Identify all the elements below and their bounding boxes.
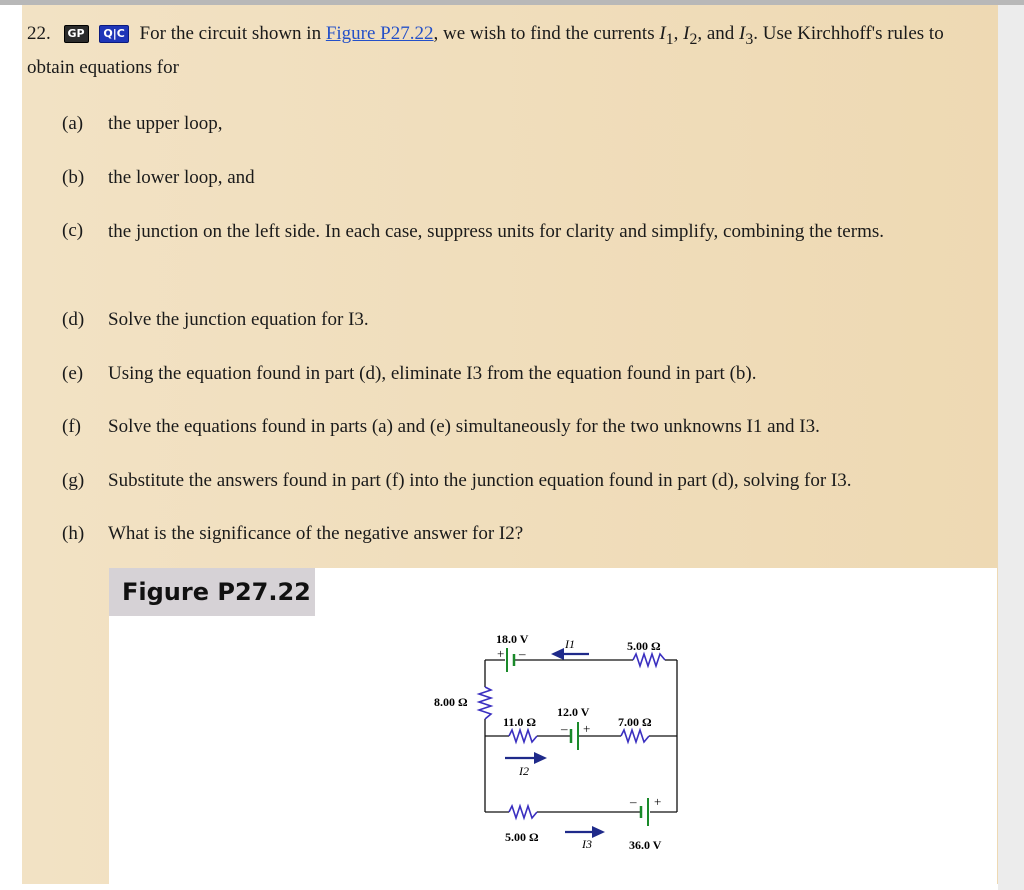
part-text: Using the equation found in part (d), eliminate I3 from the equation found in part (b). [108, 362, 757, 384]
battery-mid-minus: – [561, 721, 568, 736]
part-letter: (e) [62, 362, 84, 384]
part-letter: (c) [62, 220, 84, 241]
res-mid-left-label: 11.0 Ω [503, 715, 536, 729]
question-intro: 22. GP Q|C For the circuit shown in Figure P27.22, we wish to find the currents $I_1$, $I_2$, and $I_3$. Use Kirchhoff's rules to obtain equations for [27, 23, 944, 78]
part-letter: (a) [62, 113, 84, 134]
part-letter: (h) [62, 523, 85, 544]
part-text: the junction on the left side. In each case, suppress units for clarity and simplify, combining the terms. [108, 221, 884, 242]
battery-bottom [641, 798, 648, 826]
res-left-label: 8.00 Ω [434, 695, 468, 709]
part-b [62, 162, 982, 216]
question-number: 22. [27, 23, 51, 44]
intro-text-pre: For the circuit shown in [139, 23, 326, 44]
resistor-bottom [509, 806, 537, 818]
part-f [62, 411, 982, 465]
res-mid-right-label: 7.00 Ω [618, 715, 652, 729]
part-text: What is the significance of the negative answer for I2? [108, 523, 524, 544]
resistor-top-right [633, 654, 665, 666]
resistor-mid-right [621, 730, 649, 742]
gp-badge: GP [64, 25, 89, 43]
part-text: Solve the equations found in parts (a) and (e) simultaneously for the two unknowns I1 and I3. [108, 416, 820, 437]
battery-bottom-label: 36.0 V [629, 838, 662, 852]
problem-panel [22, 5, 998, 884]
battery-mid-plus: + [583, 721, 591, 736]
figure-title: Figure P27.22 [109, 568, 315, 616]
battery-top-label: 18.0 V [496, 632, 529, 646]
battery-mid-label: 12.0 V [557, 705, 590, 719]
part-text: Substitute the answers found in part (f) into the junction equation found in part (d), solving for I3. [108, 469, 852, 491]
res-top-right-label: 5.00 Ω [627, 639, 661, 653]
part-text: Solve the junction equation for I3. [108, 309, 369, 330]
side-strip [998, 5, 1024, 890]
battery-top [507, 648, 514, 672]
part-letter: (b) [62, 166, 85, 188]
current-i2-label: I2 [519, 764, 529, 778]
part-e [62, 358, 982, 412]
part-h [62, 518, 982, 572]
battery-bottom-minus: – [630, 794, 637, 809]
part-a [62, 108, 982, 162]
qc-badge: Q|C [99, 25, 128, 43]
figure-box [109, 568, 997, 884]
res-bottom-label: 5.00 Ω [505, 830, 539, 844]
part-letter: (d) [62, 309, 85, 330]
part-text: the lower loop, and [108, 166, 255, 188]
resistor-left [479, 687, 491, 719]
battery-top-plus: + [497, 646, 505, 661]
part-letter: (g) [62, 469, 85, 491]
intro-text-tail: . Use Kirchhoff's rules to obtain equations for [27, 23, 944, 78]
part-text: the upper loop, [108, 113, 223, 134]
battery-top-minus: – [519, 646, 526, 661]
part-letter: (f) [62, 416, 81, 437]
parts-list [62, 108, 982, 572]
arrow-i2 [505, 752, 547, 764]
part-c [62, 215, 982, 304]
circuit-diagram [109, 568, 997, 884]
battery-mid [571, 722, 578, 750]
current-i1-label: I1 [565, 637, 575, 651]
current-i3-label: I3 [582, 837, 592, 851]
battery-bottom-plus: + [654, 794, 662, 809]
figure-link[interactable]: Figure P27.22 [325, 23, 434, 44]
intro-text-mid: , we wish to find the currents [433, 23, 660, 44]
resistor-mid-left [509, 730, 537, 742]
part-d [62, 304, 982, 358]
part-g [62, 465, 982, 519]
